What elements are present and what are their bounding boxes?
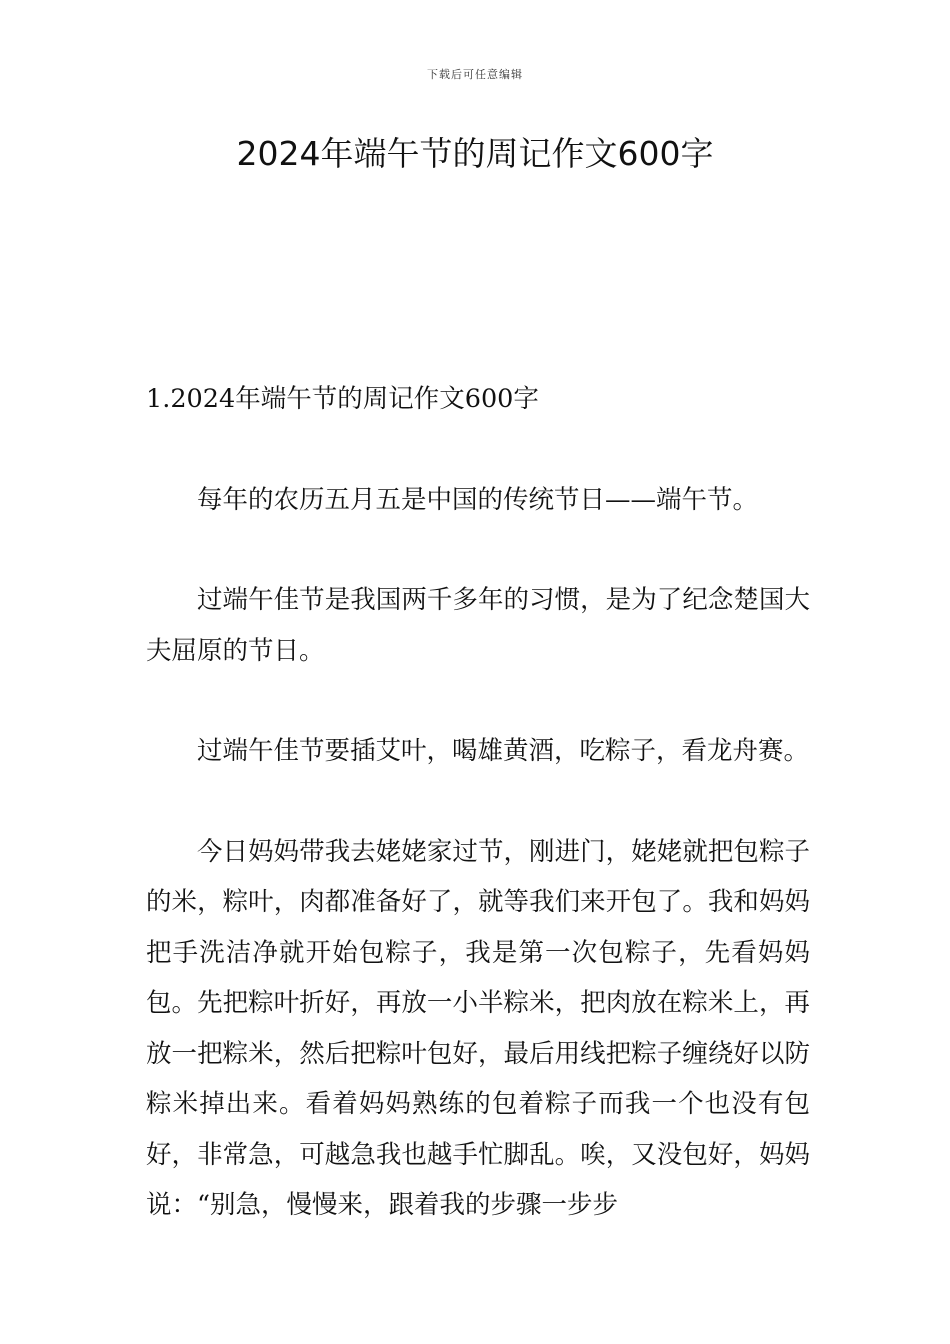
paragraph-1: 每年的农历五月五是中国的传统节日——端午节。 bbox=[197, 484, 759, 515]
header-note: 下载后可任意编辑 bbox=[427, 68, 523, 81]
document-title: 2024年端午节的周记作文600字 bbox=[236, 134, 714, 173]
section-heading: 1.2024年端午节的周记作文600字 bbox=[146, 384, 539, 414]
document-body bbox=[146, 374, 810, 1281]
paragraph-3: 过端午佳节要插艾叶，喝雄黄酒，吃粽子，看龙舟赛。 bbox=[197, 736, 810, 766]
paragraph-2: 过端午佳节是我国两千多年的习惯，是为了纪念楚国大夫屈原的节日。 bbox=[146, 585, 810, 666]
paragraph-4: 今日妈妈带我去姥姥家过节，刚进门，姥姥就把包粽子的米，粽叶，肉都准备好了，就等我们来开包了。我和妈妈把手洗洁净就开始包粽子，我是第一次包粽子，先看妈妈包。先把粽叶折好，再放一小半粽米，把肉放在粽米上，再放一把粽米，然后把粽叶包好，最后用线把粽子缠绕好以防粽米掉出来。看着妈妈熟练的包着粽子而我一个也没有包好，非常急，可越急我也越手忙脚乱。唉，又没包好，妈妈说：“别急，慢慢来，跟着我的步骤一步步 bbox=[146, 836, 810, 1220]
